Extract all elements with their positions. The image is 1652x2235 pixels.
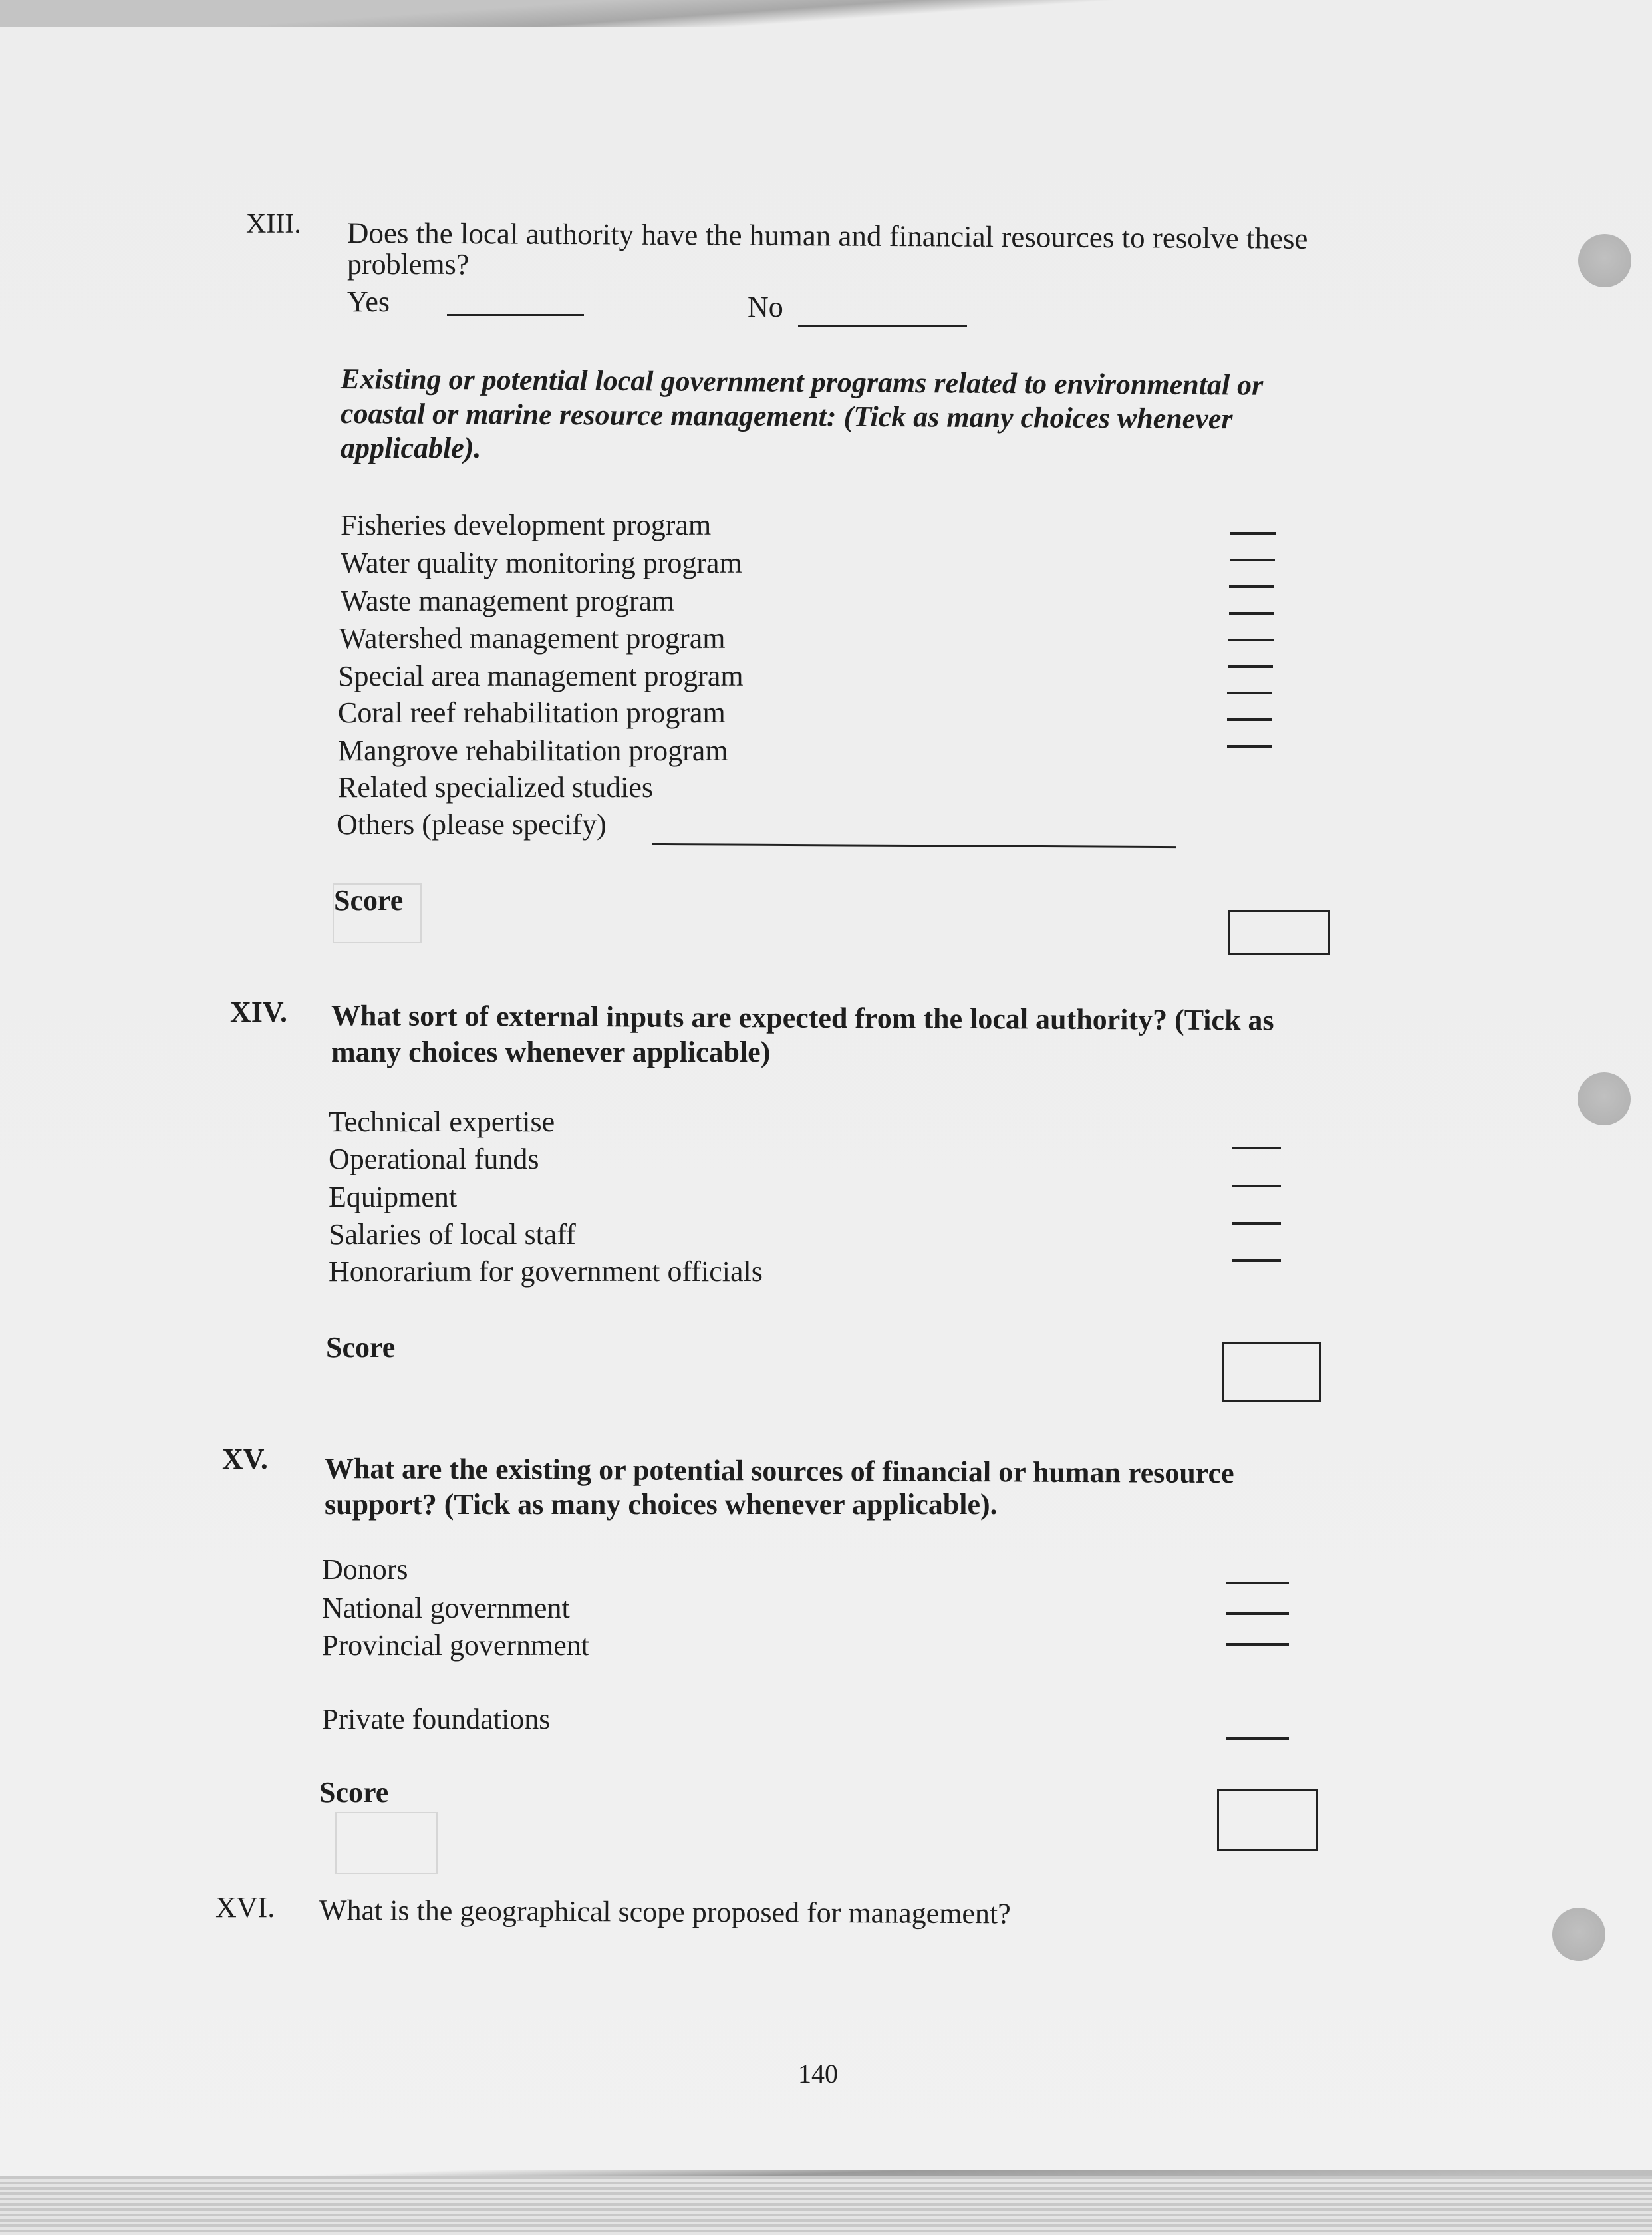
score-box[interactable] <box>1222 1342 1321 1402</box>
tick-blank[interactable] <box>1232 1147 1281 1149</box>
tick-blank[interactable] <box>1230 559 1275 561</box>
question-text: many choices whenever applicable) <box>331 1036 771 1068</box>
score-box[interactable] <box>1217 1789 1318 1851</box>
section-heading: applicable). <box>341 432 482 464</box>
list-item: Fisheries development program <box>341 509 712 541</box>
list-item: Mangrove rehabilitation program <box>338 734 728 767</box>
list-item: Special area management program <box>338 660 744 692</box>
question-text: support? (Tick as many choices whenever applicable). <box>325 1488 998 1521</box>
tick-blank[interactable] <box>1229 612 1274 615</box>
question-text: problems? <box>347 248 470 281</box>
punch-hole <box>1552 1908 1605 1961</box>
list-item: Salaries of local staff <box>329 1218 576 1251</box>
score-label: Score <box>326 1331 396 1364</box>
tick-blank[interactable] <box>1232 1185 1281 1187</box>
yes-answer-blank[interactable] <box>447 314 584 316</box>
punch-hole <box>1578 234 1631 287</box>
no-answer-blank[interactable] <box>798 325 967 327</box>
faint-box <box>335 1812 438 1874</box>
tick-blank[interactable] <box>1230 532 1276 535</box>
list-item: Coral reef rehabilitation program <box>338 696 726 729</box>
question-number: XV. <box>222 1443 268 1475</box>
page-top-edge <box>0 0 1652 27</box>
tick-blank[interactable] <box>1228 639 1274 641</box>
list-item: Honorarium for government officials <box>329 1255 763 1288</box>
tick-blank[interactable] <box>1226 1582 1289 1584</box>
list-item: Others (please specify) <box>337 808 607 841</box>
list-item: Related specialized studies <box>338 771 654 804</box>
scanner-bed <box>0 2176 1652 2235</box>
list-item: Technical expertise <box>329 1106 555 1138</box>
question-number: XIII. <box>246 209 301 239</box>
question-number: XVI. <box>215 1891 275 1924</box>
tick-blank[interactable] <box>1228 665 1273 668</box>
tick-blank[interactable] <box>1232 1259 1281 1262</box>
list-item: Provincial government <box>322 1629 590 1662</box>
tick-blank[interactable] <box>1227 718 1272 721</box>
yes-label: Yes <box>347 285 390 318</box>
question-text: What is the geographical scope proposed for management? <box>319 1894 1011 1930</box>
tick-blank[interactable] <box>1226 1737 1289 1740</box>
list-item: National government <box>322 1592 570 1624</box>
list-item: Donors <box>322 1553 408 1586</box>
section-heading: coastal or marine resource management: (Tick as many choices whenever <box>340 397 1233 436</box>
tick-blank[interactable] <box>1227 692 1272 694</box>
page-number: 140 <box>798 2059 838 2089</box>
list-item: Watershed management program <box>339 622 726 655</box>
tick-blank[interactable] <box>1227 745 1272 748</box>
question-text: Does the local authority have the human and financial resources to resolve these <box>346 216 1308 255</box>
question-text: What sort of external inputs are expected from the local authority? (Tick as <box>331 999 1274 1037</box>
score-box[interactable] <box>1228 910 1330 955</box>
tick-blank[interactable] <box>1226 1612 1289 1615</box>
score-label: Score <box>334 884 404 917</box>
punch-hole <box>1578 1072 1631 1125</box>
question-number: XIV. <box>230 996 288 1028</box>
list-item: Operational funds <box>329 1143 539 1175</box>
question-text: What are the existing or potential sources of financial or human resource <box>324 1452 1234 1490</box>
list-item: Equipment <box>329 1181 458 1213</box>
list-item: Water quality monitoring program <box>341 547 742 579</box>
section-heading: Existing or potential local government programs related to environmental or <box>340 363 1264 402</box>
tick-blank[interactable] <box>1229 585 1274 588</box>
score-label: Score <box>319 1776 389 1809</box>
no-label: No <box>748 291 783 323</box>
list-item: Waste management program <box>341 585 675 617</box>
faint-box <box>333 883 422 943</box>
tick-blank[interactable] <box>1232 1222 1281 1225</box>
tick-blank[interactable] <box>1226 1643 1289 1646</box>
list-item: Private foundations <box>322 1703 551 1735</box>
